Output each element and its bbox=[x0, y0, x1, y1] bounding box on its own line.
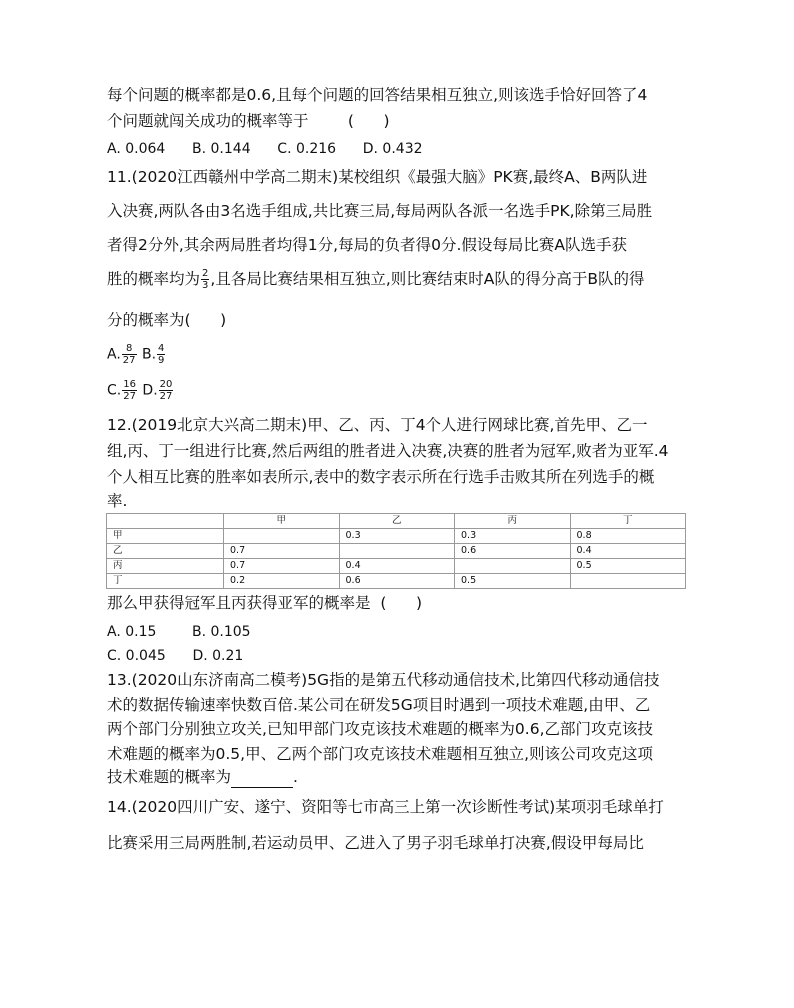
table-cell bbox=[224, 529, 340, 544]
q12-options-row2: C. 0.045 D. 0.21 bbox=[107, 648, 244, 664]
q11-line3: 者得2分外,其余两局胜者均得1分,每局的负者得0分.假设每局比赛A队选手获 bbox=[107, 236, 627, 254]
table-row bbox=[107, 574, 686, 589]
answer-blank bbox=[231, 771, 293, 788]
table-cell: 0.7 bbox=[224, 544, 340, 559]
q11-option-c-label: C. bbox=[107, 382, 122, 399]
q11-option-a-den: 27 bbox=[122, 355, 136, 366]
table-header-row bbox=[107, 514, 686, 529]
q11-option-d-frac bbox=[159, 379, 174, 402]
q14-line1: 14.(2020四川广安、遂宁、资阳等七市高三上第一次诊断性考试)某项羽毛球单打 bbox=[107, 798, 664, 816]
q11-option-d-num: 20 bbox=[159, 379, 173, 390]
q11-option-c-frac bbox=[122, 379, 137, 402]
table-cell bbox=[570, 574, 686, 589]
table-cell: 0.5 bbox=[455, 574, 571, 589]
q11-option-b-frac bbox=[157, 343, 165, 366]
q13-line5-text: 技术难题的概率为 bbox=[107, 768, 232, 786]
q10-line2: 个问题就闯关成功的概率等于 ( ) bbox=[107, 112, 390, 130]
q12-question: 那么甲获得冠军且丙获得亚军的概率是 ( ) bbox=[107, 594, 423, 612]
q13-line5 bbox=[107, 766, 298, 788]
table-header-corner bbox=[107, 514, 224, 529]
q11-option-a-num: 8 bbox=[122, 343, 137, 355]
q10-options: A. 0.064 B. 0.144 C. 0.216 D. 0.432 bbox=[107, 141, 423, 157]
q12-line1: 12.(2019北京大兴高二期末)甲、乙、丙、丁4个人进行网球比赛,首先甲、乙一 bbox=[107, 416, 648, 434]
q11-option-d-den: 27 bbox=[159, 391, 173, 402]
table-cell bbox=[339, 544, 455, 559]
table-cell bbox=[455, 559, 571, 574]
q13-line3: 两个部门分别独立攻关,已知甲部门攻克该技术难题的概率为0.6,乙部门攻克该技 bbox=[107, 720, 654, 738]
table-row bbox=[107, 559, 686, 574]
table-row-label: 甲 bbox=[107, 529, 224, 544]
q11-option-a-frac bbox=[122, 343, 137, 366]
table-cell: 0.8 bbox=[570, 529, 686, 544]
table-header-cell: 丙 bbox=[455, 514, 571, 529]
table-cell: 0.2 bbox=[224, 574, 340, 589]
q11-fraction bbox=[201, 268, 209, 291]
q11-line1: 11.(2020江西赣州中学高二期末)某校组织《最强大脑》PK赛,最终A、B两队进 bbox=[107, 168, 648, 186]
table-cell: 0.4 bbox=[339, 559, 455, 574]
q13-line2: 术的数据传输速率快数百倍.某公司在研发5G项目时遇到一项技术难题,由甲、乙 bbox=[107, 696, 651, 714]
q11-option-c-den: 27 bbox=[123, 391, 136, 402]
table-row-label: 乙 bbox=[107, 544, 224, 559]
table-row bbox=[107, 529, 686, 544]
q11-fraction-den: 3 bbox=[202, 280, 209, 291]
q11-options-row2 bbox=[107, 379, 174, 402]
table-cell: 0.6 bbox=[339, 574, 455, 589]
q12-line4: 率. bbox=[107, 492, 128, 510]
q11-line2: 入决赛,两队各由3名选手组成,共比赛三局,每局两队各派一名选手PK,除第三局胜 bbox=[107, 202, 653, 220]
table-cell: 0.7 bbox=[224, 559, 340, 574]
q11-option-d-label: D. bbox=[142, 382, 158, 399]
q12-options-row1: A. 0.15 B. 0.105 bbox=[107, 624, 251, 640]
table-header-cell: 甲 bbox=[224, 514, 340, 529]
q10-line1: 每个问题的概率都是0.6,且每个问题的回答结果相互独立,则该选手恰好回答了4 bbox=[107, 86, 648, 104]
win-probability-table bbox=[106, 513, 686, 589]
q13-line4: 术难题的概率为0.5,甲、乙两个部门攻克该技术难题相互独立,则该公司攻克这项 bbox=[107, 745, 654, 763]
table-cell: 0.3 bbox=[455, 529, 571, 544]
q11-option-c-num: 16 bbox=[123, 379, 136, 390]
q13-line5-period: . bbox=[293, 768, 298, 786]
q11-line4-end: ,且各局比赛结果相互独立,则比赛结束时A队的得分高于B队的得 bbox=[210, 270, 645, 288]
table-cell: 0.5 bbox=[570, 559, 686, 574]
table-header-cell: 乙 bbox=[339, 514, 455, 529]
q11-option-b-num: 4 bbox=[158, 343, 165, 354]
q14-line2: 比赛采用三局两胜制,若运动员甲、乙进入了男子羽毛球单打决赛,假设甲每局比 bbox=[107, 834, 644, 852]
q13-line1: 13.(2020山东济南高二模考)5G指的是第五代移动通信技术,比第四代移动通信技 bbox=[107, 671, 660, 689]
table-cell: 0.6 bbox=[455, 544, 571, 559]
table-row bbox=[107, 544, 686, 559]
q11-line5: 分的概率为( ) bbox=[107, 311, 227, 329]
q11-line4 bbox=[107, 268, 644, 291]
table-row-label: 丙 bbox=[107, 559, 224, 574]
q11-option-b-label: B. bbox=[141, 346, 157, 363]
q12-line3: 个人相互比赛的胜率如表所示,表中的数字表示所在行选手击败其所在列选手的概 bbox=[107, 468, 655, 486]
q11-line4-start: 胜的概率均为 bbox=[107, 270, 201, 288]
q11-option-b-den: 9 bbox=[158, 355, 165, 366]
q11-fraction-num: 2 bbox=[202, 268, 209, 279]
q11-options-row1 bbox=[107, 343, 166, 366]
q11-option-a-label: A. bbox=[107, 346, 121, 363]
table-cell: 0.3 bbox=[339, 529, 455, 544]
table-row-label: 丁 bbox=[107, 574, 224, 589]
table-header-cell: 丁 bbox=[570, 514, 686, 529]
table-cell: 0.4 bbox=[570, 544, 686, 559]
q12-line2: 组,丙、丁一组进行比赛,然后两组的胜者进入决赛,决赛的胜者为冠军,败者为亚军.4 bbox=[107, 442, 669, 460]
